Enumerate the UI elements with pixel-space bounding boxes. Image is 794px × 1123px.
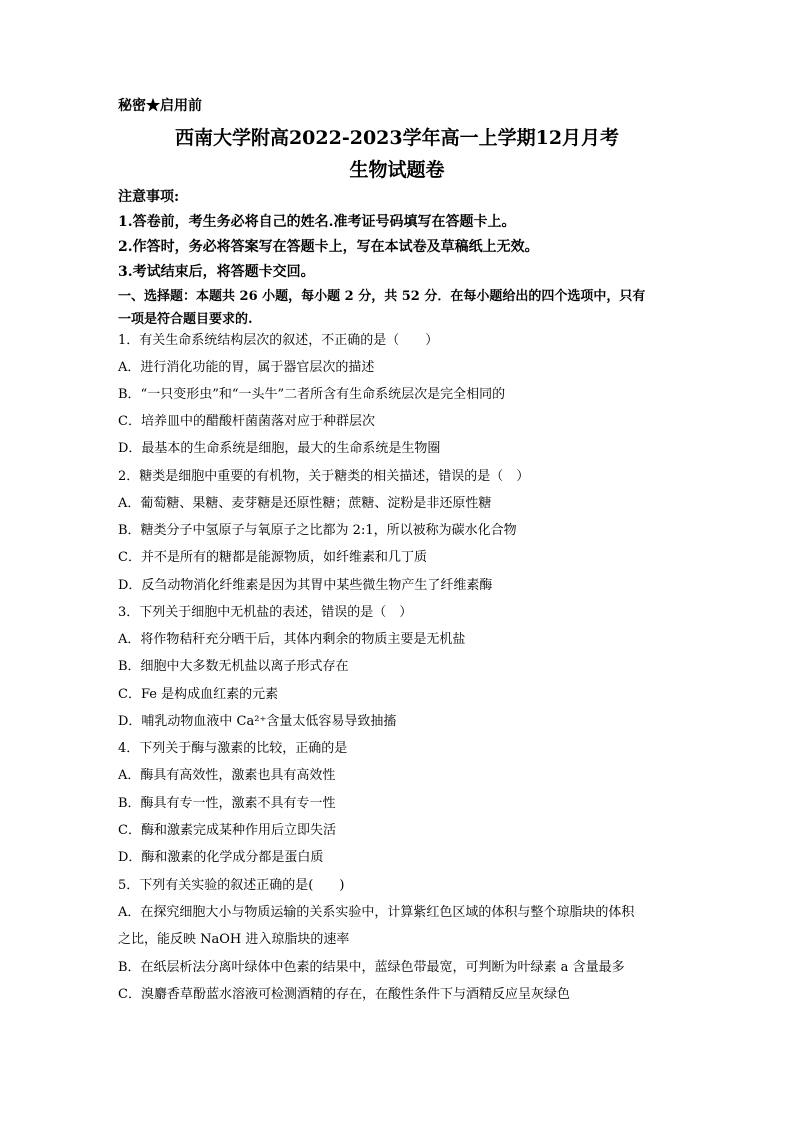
option-text: D．酶和激素的化学成分都是蛋白质 — [118, 850, 324, 865]
section-instruction-cont: 一项是符合题目要求的. — [118, 312, 253, 327]
option-text: C．Fe 是构成血红素的元素 — [118, 687, 279, 702]
option-text: A．在探究细胞大小与物质运输的关系实验中，计算紫红色区域的体积与整个琼脂块的体积 — [118, 905, 635, 920]
option-text: A．酶具有高效性，激素也具有高效性 — [118, 768, 336, 783]
question-stem: 5．下列有关实验的叙述正确的是( ) — [118, 878, 345, 893]
question-stem: 2．糖类是细胞中重要的有机物，关于糖类的相关描述，错误的是（ ） — [118, 469, 530, 484]
note-item: 1.答卷前，考生务必将自己的姓名.准考证号码填写在答题卡上。 — [118, 214, 516, 230]
option-text: C．并不是所有的糖都是能源物质，如纤维素和几丁质 — [118, 550, 427, 565]
option-text: D．反刍动物消化纤维素是因为其胃中某些微生物产生了纤维素酶 — [118, 578, 493, 593]
option-text: B．糖类分子中氢原子与氧原子之比都为 2:1，所以被称为碳水化合物 — [118, 523, 517, 538]
note-item: 2.作答时，务必将答案写在答题卡上，写在本试卷及草稿纸上无效。 — [118, 239, 539, 255]
option-text-cont: 之比，能反映 NaOH 进入琼脂块的速率 — [118, 932, 350, 947]
notes-heading: 注意事项: — [118, 189, 180, 205]
option-text: B．酶具有专一性，激素不具有专一性 — [118, 796, 336, 811]
option-text: B．在纸层析法分离叶绿体中色素的结果中，蓝绿色带最宽，可判断为叶绿素 a 含量最多 — [118, 960, 625, 975]
question-stem: 1．有关生命系统结构层次的叙述，不正确的是（ ） — [118, 333, 439, 348]
question-stem: 4．下列关于酶与激素的比较，正确的是 — [118, 741, 348, 756]
option-text: B．细胞中大多数无机盐以离子形式存在 — [118, 659, 349, 674]
option-text: B．“一只变形虫”和“一头牛”二者所含有生命系统层次是完全相同的 — [118, 387, 506, 402]
option-text: A．将作物秸秆充分晒干后，其体内剩余的物质主要是无机盐 — [118, 632, 466, 647]
question-stem: 3．下列关于细胞中无机盐的表述，错误的是（ ） — [118, 605, 413, 620]
option-text: A．葡萄糖、果糖、麦芽糖是还原性糖；蔗糖、淀粉是非还原性糖 — [118, 496, 492, 511]
option-text: A．进行消化功能的胃，属于器官层次的描述 — [118, 360, 375, 375]
option-text: D．哺乳动物血液中 Ca²⁺含量太低容易导致抽搐 — [118, 714, 397, 729]
note-item: 3.考试结束后，将答题卡交回。 — [118, 264, 315, 280]
exam-title: 西南大学附高2022-2023学年高一上学期12月月考 — [174, 127, 620, 149]
option-text: D．最基本的生命系统是细胞，最大的生命系统是生物圈 — [118, 441, 441, 456]
exam-subtitle: 生物试题卷 — [349, 159, 445, 181]
option-text: C．培养皿中的醋酸杆菌菌落对应于种群层次 — [118, 414, 375, 429]
option-text: C．酶和激素完成某种作用后立即失活 — [118, 823, 336, 838]
section-instruction: 一、选择题：本题共 26 小题，每小题 2 分，共 52 分．在每小题给出的四个选项中，只有 — [118, 289, 646, 304]
confidential-label: 秘密★启用前 — [118, 98, 202, 114]
option-text: C．溴麝香草酚蓝水溶液可检测酒精的存在，在酸性条件下与酒精反应呈灰绿色 — [118, 987, 570, 1002]
